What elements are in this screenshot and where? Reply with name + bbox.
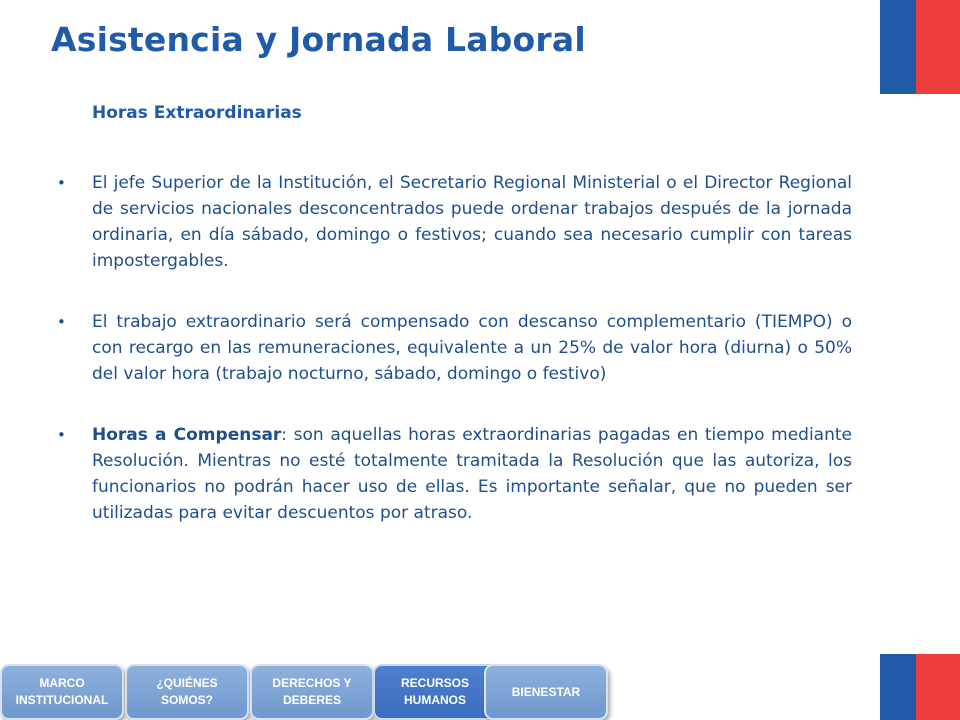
nav-button-label: MARCO INSTITUCIONAL (15, 676, 109, 707)
bullet-item (56, 422, 852, 526)
nav-button-derechos-deberes[interactable] (250, 664, 374, 720)
bullet-text: El trabajo extraordinario será compensado con descanso complementario (TIEMPO) o con recargo en las remuneraciones, equivalente a un 25% de valor hora (diurna) o 50% del valor hora (trabajo nocturno, sábado, domingo o festivo) (92, 312, 852, 384)
flag-red-stripe (916, 0, 960, 94)
bullet-item (56, 170, 852, 274)
nav-button-bienestar[interactable] (484, 664, 608, 720)
flag-blue-stripe (880, 0, 916, 94)
bottom-nav (0, 664, 620, 720)
bullet-text: El jefe Superior de la Institución, el Secretario Regional Ministerial o el Director Regional de servicios nacionales desconcentrados puede ordenar trabajos después de la jornada ordinaria, en día sábado, domingo o festivos; cuando sea necesario cumplir con tareas impostergables. (92, 173, 852, 271)
flag-decoration-top (880, 0, 960, 94)
bullet-item (56, 309, 852, 387)
nav-button-marco-institucional[interactable] (0, 664, 124, 720)
flag-decoration-bottom (880, 654, 960, 720)
nav-button-recursos-humanos[interactable] (373, 664, 497, 720)
page-title: Asistencia y Jornada Laboral (51, 20, 586, 59)
section-subtitle: Horas Extraordinarias (92, 103, 302, 123)
bullet-lead: Horas a Compensar (92, 425, 282, 445)
bullet-list (56, 170, 852, 526)
nav-button-label: DERECHOS Y DEBERES (272, 676, 352, 707)
bullet-icon: • (57, 174, 66, 192)
nav-button-quienes-somos[interactable] (125, 664, 249, 720)
nav-button-label: ¿QUIÉNES SOMOS? (156, 676, 218, 707)
bullet-icon: • (57, 426, 66, 444)
bullet-icon: • (57, 313, 66, 331)
flag-red-stripe (916, 654, 960, 720)
bullet-text: : son aquellas horas extraordinarias pagadas en tiempo mediante Resolución. Mientras no esté totalmente tramitada la Resolución que las autoriza, los funcionarios no podrán hacer uso de ellas. Es importante señalar, que no pueden ser utilizadas para evitar descuentos por atraso. (92, 425, 852, 523)
nav-button-label: BIENESTAR (511, 684, 581, 699)
nav-button-label: RECURSOS HUMANOS (400, 676, 469, 707)
flag-blue-stripe (880, 654, 916, 720)
